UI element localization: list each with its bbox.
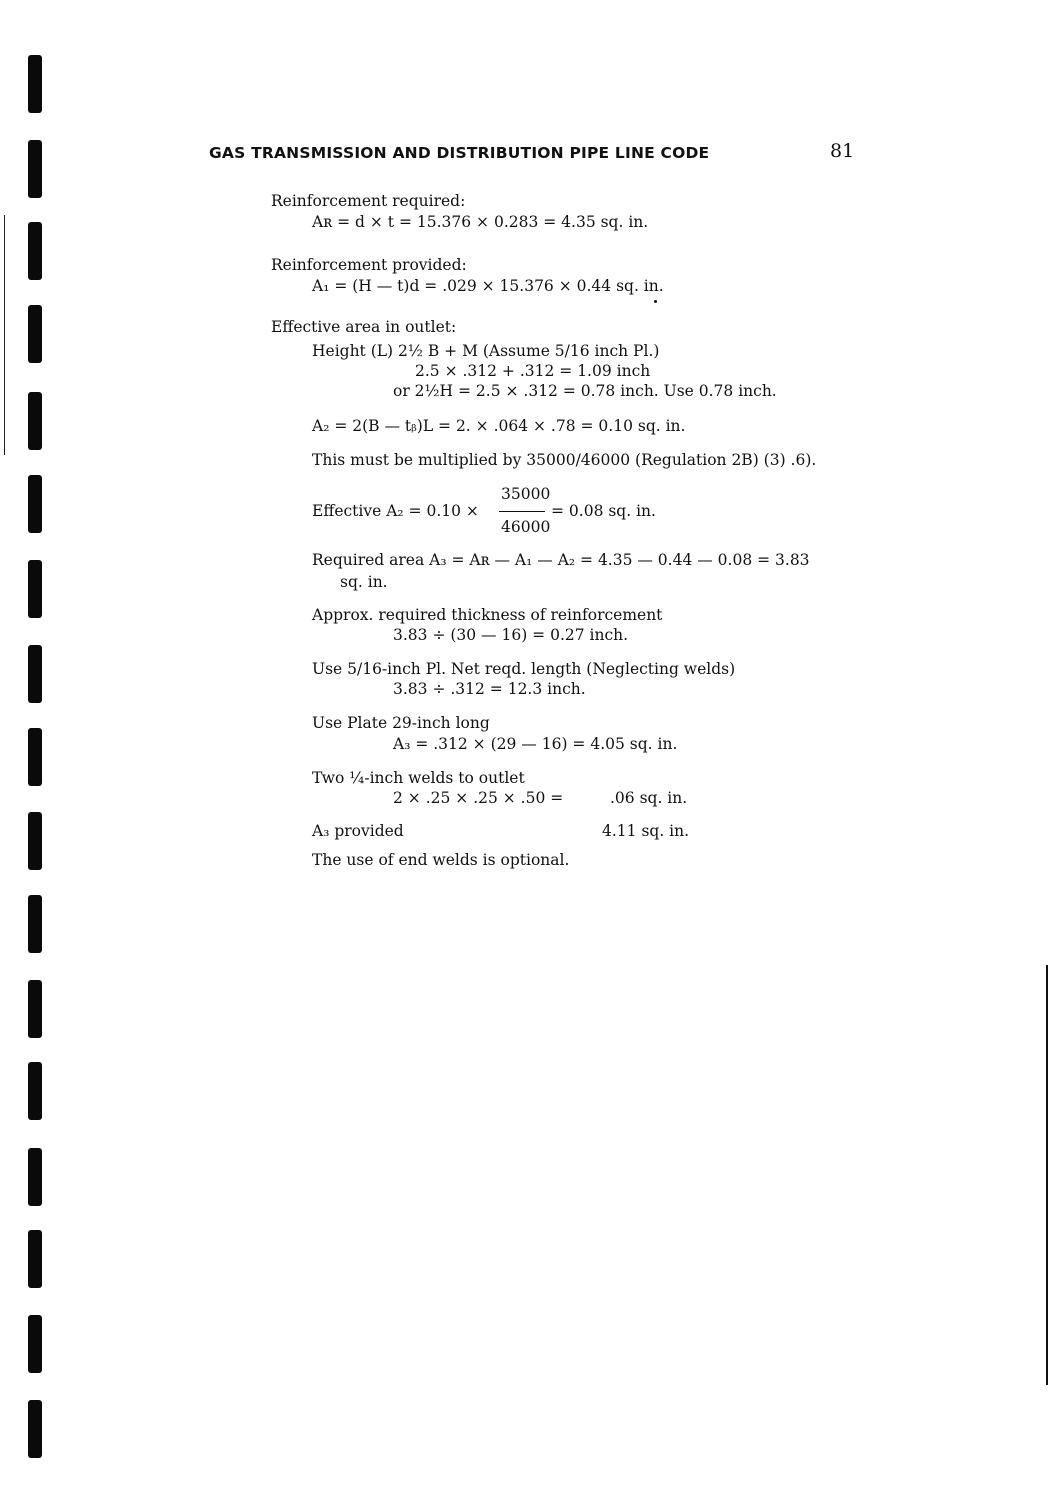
body-text: Approx. required thickness of reinforcement — [312, 606, 663, 624]
formula-line: A₁ = (H — t)d = .029 × 15.376 × 0.44 sq. in. — [312, 277, 664, 295]
binder-mark — [28, 1062, 42, 1120]
formula-line: Aʀ = d × t = 15.376 × 0.283 = 4.35 sq. in. — [312, 213, 649, 231]
binder-mark — [28, 895, 42, 953]
formula-value: .06 sq. in. — [610, 789, 688, 807]
formula-line: Height (L) 2½ B + M (Assume 5/16 inch Pl.) — [312, 342, 660, 360]
formula-line: = 0.08 sq. in. — [551, 502, 656, 520]
binder-mark — [28, 55, 42, 113]
fraction-denominator: 46000 — [501, 518, 551, 536]
binder-mark — [28, 305, 42, 363]
formula-line: A₂ = 2(B — tᵦ)L = 2. × .064 × .78 = 0.10 sq. in. — [312, 417, 686, 435]
binder-mark — [28, 222, 42, 280]
fraction-bar — [499, 511, 545, 512]
body-text: This must be multiplied by 35000/46000 (Regulation 2B) (3) .6). — [312, 451, 817, 469]
binder-mark — [28, 392, 42, 450]
stray-dot — [654, 300, 657, 303]
binder-mark — [28, 645, 42, 703]
formula-line: Effective A₂ = 0.10 × — [312, 502, 479, 520]
binder-mark — [28, 812, 42, 870]
scan-edge-line — [1046, 965, 1048, 1385]
formula-line: sq. in. — [340, 573, 388, 591]
section-label: Reinforcement required: — [271, 192, 466, 210]
formula-line: A₃ = .312 × (29 — 16) = 4.05 sq. in. — [393, 735, 678, 753]
formula-line: 3.83 ÷ .312 = 12.3 inch. — [393, 680, 586, 698]
formula-line: 2.5 × .312 + .312 = 1.09 inch — [415, 362, 651, 380]
binder-mark — [28, 475, 42, 533]
formula-line: or 2½H = 2.5 × .312 = 0.78 inch. Use 0.78 inch. — [393, 382, 777, 400]
page-number: 81 — [830, 140, 855, 162]
running-header: GAS TRANSMISSION AND DISTRIBUTION PIPE LINE CODE — [209, 144, 710, 162]
body-text: Use Plate 29-inch long — [312, 714, 490, 732]
formula-value: 4.11 sq. in. — [602, 822, 690, 840]
binder-mark — [28, 1315, 42, 1373]
binder-mark — [28, 1400, 42, 1458]
binder-mark — [28, 140, 42, 198]
body-text: Use 5/16-inch Pl. Net reqd. length (Neglecting welds) — [312, 660, 736, 678]
fraction-numerator: 35000 — [501, 485, 551, 503]
binder-mark — [28, 1148, 42, 1206]
binder-mark — [28, 1230, 42, 1288]
body-text: The use of end welds is optional. — [312, 851, 570, 869]
binder-mark — [28, 728, 42, 786]
formula-line: Required area A₃ = Aʀ — A₁ — A₂ = 4.35 — 0.44 — 0.08 = 3.83 — [312, 551, 810, 569]
scan-edge-line — [4, 215, 5, 455]
binder-mark — [28, 980, 42, 1038]
formula-line: 2 × .25 × .25 × .50 = — [393, 789, 564, 807]
body-text: Two ¼-inch welds to outlet — [312, 769, 525, 787]
formula-line: 3.83 ÷ (30 — 16) = 0.27 inch. — [393, 626, 629, 644]
section-label: Effective area in outlet: — [271, 318, 457, 336]
binder-mark — [28, 560, 42, 618]
body-text: A₃ provided — [312, 822, 404, 840]
section-label: Reinforcement provided: — [271, 256, 467, 274]
